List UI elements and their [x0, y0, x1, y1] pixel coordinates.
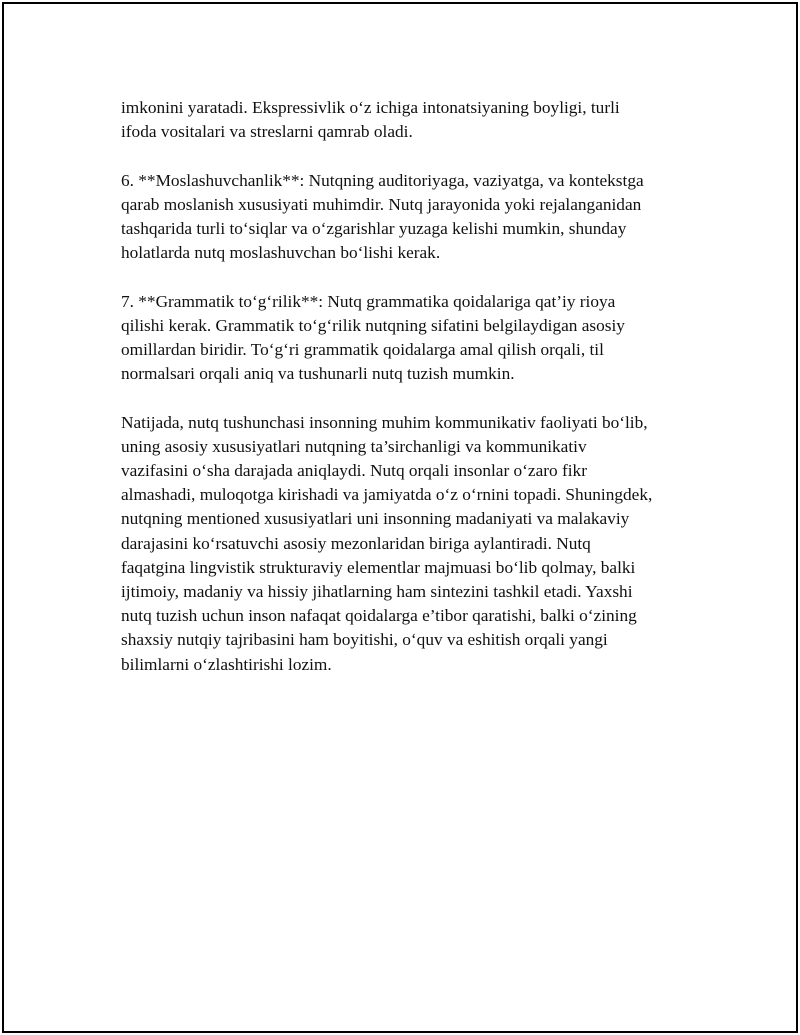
- text-line: tashqarida turli to‘siqlar va o‘zgarishlar yuzaga kelishi mumkin, shunday: [121, 219, 627, 238]
- text-line: almashadi, muloqotga kirishadi va jamiyatda o‘z o‘rnini topadi. Shuningdek,: [121, 485, 653, 505]
- text-line: 7. **Grammatik to‘g‘rilik**: Nutq grammatika qoidalariga qat’iy rioya: [121, 291, 616, 311]
- paragraph-adaptability: [121, 169, 711, 266]
- text-line: faqatgina lingvistik strukturaviy elementlar majmuasi bo‘lib qolmay, balki: [121, 557, 636, 577]
- text-line: nutqning mentioned xususiyatlari uni insonning madaniyati va malakaviy: [121, 509, 630, 529]
- text-line: shaxsiy nutqiy tajribasini ham boyitishi, o‘quv va eshitish orqali yangi: [121, 630, 608, 650]
- text-line: imkonini yaratadi. Ekspressivlik o‘z ichiga intonatsiyaning boyligi, turli: [121, 98, 620, 117]
- text-line: nutq tuzish uchun inson nafaqat qoidalarga e’tibor qaratishi, balki o‘zining: [121, 606, 637, 626]
- text-line: uning asosiy xususiyatlari nutqning ta’sirchanligi va kommunikativ: [121, 436, 587, 456]
- text-line: ifoda vositalari va streslarni qamrab oladi.: [121, 122, 413, 142]
- text-line: normalsari orqali aniq va tushunarli nutq tuzish mumkin.: [121, 364, 515, 384]
- text-line: bilimlarni o‘zlashtirishi lozim.: [121, 654, 332, 674]
- text-line: Natijada, nutq tushunchasi insonning muhim kommunikativ faoliyati bo‘lib,: [121, 412, 648, 432]
- paragraph-conclusion: [121, 411, 711, 677]
- text-line: vazifasini o‘sha darajada aniqlaydi. Nutq orqali insonlar o‘zaro fikr: [121, 461, 587, 480]
- text-line: darajasini ko‘rsatuvchi asosiy mezonlaridan biriga aylantiradi. Nutq: [121, 533, 591, 553]
- text-line: ijtimoiy, madaniy va hissiy jihatlarning ham sintezini tashkil etadi. Yaxshi: [121, 582, 633, 602]
- paragraph-expressiveness-continuation: [121, 96, 711, 144]
- text-line: qarab moslanish xususiyati muhimdir. Nutq jarayonida yoki rejalanganidan: [121, 194, 642, 214]
- text-line: omillardan biridir. To‘g‘ri grammatik qoidalarga amal qilish orqali, til: [121, 340, 604, 359]
- text-line: holatlarda nutq moslashuvchan bo‘lishi kerak.: [121, 243, 441, 263]
- page-frame: [2, 2, 798, 1033]
- text-line: 6. **Moslashuvchanlik**: Nutqning auditoriyaga, vaziyatga, va kontekstga: [121, 170, 644, 190]
- document-body: [121, 96, 711, 701]
- paragraph-grammatical-correctness: [121, 290, 711, 387]
- text-line: qilishi kerak. Grammatik to‘g‘rilik nutqning sifatini belgilaydigan asosiy: [121, 315, 625, 335]
